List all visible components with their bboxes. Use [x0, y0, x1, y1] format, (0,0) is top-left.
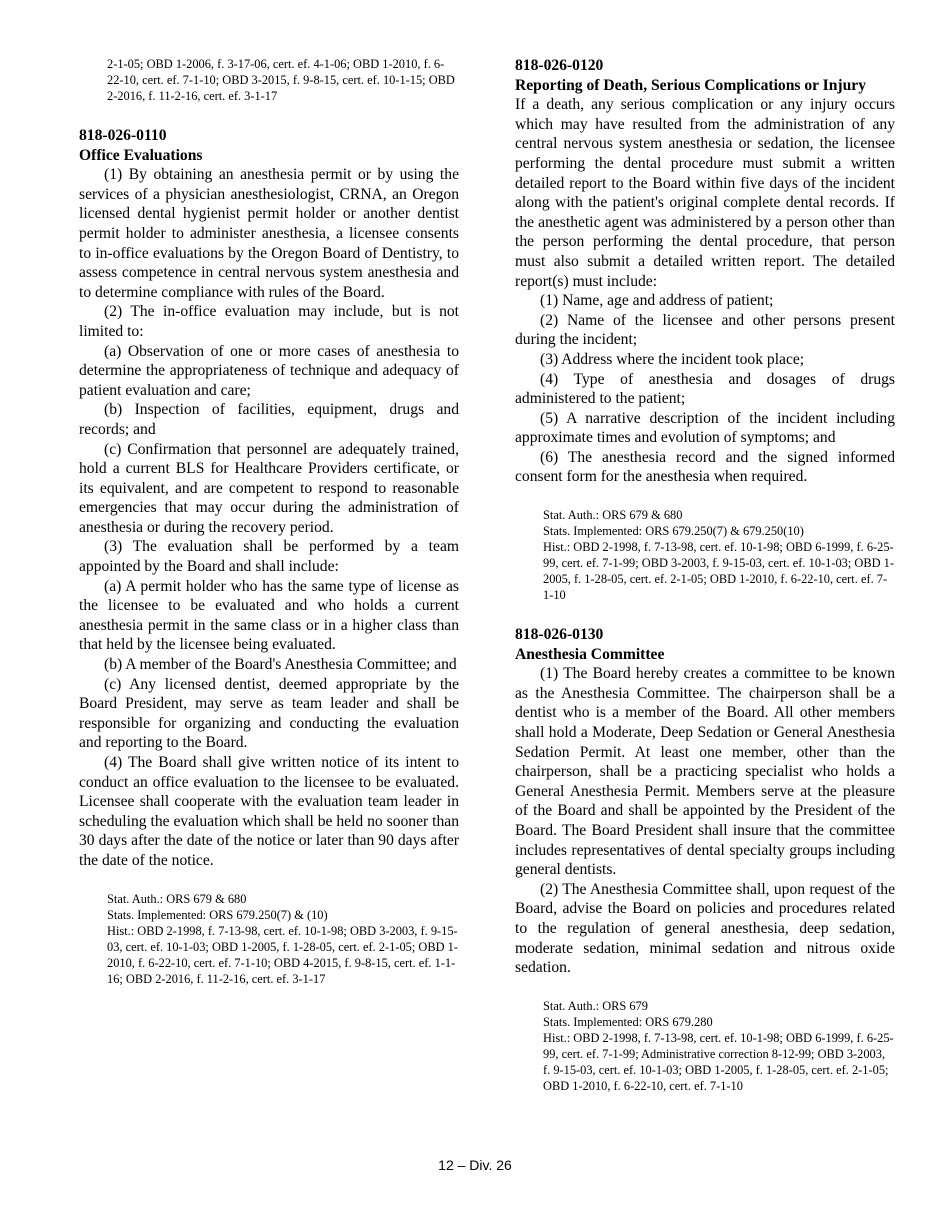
- history-note: Hist.: OBD 2-1998, f. 7-13-98, cert. ef. 10-1-98; OBD 6-1999, f. 6-25-99, cert. ef. 7-1-99; Administrative correction 8-12-99; OBD 3-2003, f. 9-15-03, cert. ef. 10-1-03; OBD 1-2005, f. 1-28-05, cert. ef. 2-1-05; OBD 1-2010, f. 6-22-10, cert. ef. 7-1-10: [543, 1030, 894, 1093]
- rule-section-0130: [515, 625, 895, 1094]
- rule-title: Anesthesia Committee: [515, 645, 665, 663]
- rule-paragraph: (3) The evaluation shall be performed by a team appointed by the Board and shall include:: [79, 538, 459, 576]
- stat-auth: Stat. Auth.: ORS 679 & 680: [543, 508, 683, 523]
- history-note: Hist.: OBD 2-1998, f. 7-13-98, cert. ef. 10-1-98; OBD 6-1999, f. 6-25-99, cert. ef. 7-1-99; OBD 3-2003, f. 9-15-03, cert. ef. 10-1-03; OBD 1-2005, f. 1-28-05, cert. ef. 2-1-05; OBD 1-2010, f. 6-22-10, cert. ef. 7-1-10: [543, 540, 894, 603]
- left-column: [79, 56, 459, 987]
- rule-section-0120: [515, 56, 895, 603]
- rule-intro: If a death, any serious complication or any injury occurs which may have resulted from the administration of any central nervous system anesthesia or sedation, the licensee performing the dental procedure must submit a written detailed report to the Board within five days of the incident along with the patient's original complete dental records. If the anesthetic agent was administered by a person other than the person performing the dental procedure, that person must also submit a detailed written report. The detailed report(s) must include:: [515, 96, 895, 290]
- rule-paragraph: (2) The Anesthesia Committee shall, upon request of the Board, advise the Board on policies and procedures related to the regulation of general anesthesia, deep sedation, moderate sedation, minimal sedation and nitrous oxide sedation.: [515, 880, 895, 977]
- rule-paragraph: (a) Observation of one or more cases of anesthesia to determine the appropriateness of technique and adequacy of patient evaluation and care;: [79, 342, 459, 399]
- rule-paragraph: (c) Any licensed dentist, deemed appropriate by the Board President, may serve as team leader and shall be responsible for organizing and conducting the evaluation and reporting to the Board.: [79, 675, 459, 752]
- carryover-history: [107, 56, 459, 104]
- rule-paragraph: (4) The Board shall give written notice of its intent to conduct an office evaluation to the licensee to be evaluated. Licensee shall cooperate with the evaluation team leader in scheduling the evaluation which shall be held no sooner than 30 days after the date of the notice or later than 90 days after the date of the notice.: [79, 754, 459, 869]
- rule-paragraph: (1) The Board hereby creates a committee to be known as the Anesthesia Committee. The chairperson shall be a dentist who is a member of the Board. All other members shall hold a Moderate, Deep Sedation or General Anesthesia Sedation Permit. At least one member, other than the chairperson, shall be a practicing specialist who holds a General Anesthesia Permit. Members serve at the pleasure of the Board and shall be appointed by the President of the Board. The Board President shall insure that the committee includes representatives of dental specialty groups including general dentists.: [515, 665, 895, 879]
- rule-paragraph: (4) Type of anesthesia and dosages of drugs administered to the patient;: [515, 370, 895, 408]
- statutory-notes: [107, 891, 459, 987]
- rule-paragraph: (1) Name, age and address of patient;: [540, 292, 774, 310]
- rule-number: 818-026-0120: [515, 57, 604, 74]
- stat-auth: Stat. Auth.: ORS 679: [543, 998, 648, 1013]
- statutory-notes: [543, 998, 895, 1094]
- rule-paragraph: (b) Inspection of facilities, equipment, drugs and records; and: [79, 401, 459, 438]
- stats-implemented: Stats. Implemented: ORS 679.280: [543, 1014, 713, 1029]
- rule-title: Reporting of Death, Serious Complications or Injury: [515, 76, 867, 94]
- rule-paragraph: (b) A member of the Board's Anesthesia Committee; and: [104, 656, 457, 674]
- rule-paragraph: (3) Address where the incident took place;: [540, 350, 805, 368]
- stat-auth: Stat. Auth.: ORS 679 & 680: [107, 891, 247, 906]
- rule-paragraph: (c) Confirmation that personnel are adequately trained, hold a current BLS for Healthcare Providers certificate, or its equivalent, and are competent to respond to reasonable emergencies that may occur during the administration of anesthesia or during the recovery period.: [79, 440, 459, 536]
- rule-paragraph: (2) Name of the licensee and other persons present during the incident;: [515, 311, 895, 349]
- rule-paragraph: (6) The anesthesia record and the signed informed consent form for the anesthesia when required.: [515, 448, 895, 486]
- rule-paragraph: (2) The in-office evaluation may include, but is not limited to:: [79, 303, 459, 340]
- right-column: [515, 56, 895, 1094]
- page-footer: 12 – Div. 26: [438, 1157, 512, 1173]
- rule-title: Office Evaluations: [79, 146, 203, 164]
- stats-implemented: Stats. Implemented: ORS 679.250(7) & (10): [107, 907, 328, 922]
- rule-section-0110: [79, 126, 459, 987]
- rule-number: 818-026-0130: [515, 626, 604, 644]
- history-note: Hist.: OBD 2-1998, f. 7-13-98, cert. ef. 10-1-98; OBD 3-2003, f. 9-15-03, cert. ef. 10-1-03; OBD 1-2005, f. 1-28-05, cert. ef. 2-1-05; OBD 1-2010, f. 6-22-10, cert. ef. 7-1-10; OBD 4-2015, f. 9-8-15, cert. ef. 1-1-16; OBD 2-2016, f. 11-2-16, cert. ef. 3-1-17: [107, 923, 458, 986]
- rule-paragraph: (5) A narrative description of the incident including approximate times and evolution of symptoms; and: [515, 409, 895, 447]
- rule-paragraph: (a) A permit holder who has the same type of license as the licensee to be evaluated and who holds a current anesthesia permit in the same class or in a higher class than that held by the licensee being evaluated.: [79, 577, 459, 654]
- rule-paragraph: (1) By obtaining an anesthesia permit or by using the services of a physician anesthesiologist, CRNA, an Oregon licensed dental hygienist permit holder or another dentist permit holder to administer anesthesia, a licensee consents to in-office evaluations by the Oregon Board of Dentistry, to assess competence in central nervous system anesthesia and to determine compliance with rules of the Board.: [79, 166, 459, 301]
- statutory-notes: [543, 507, 895, 603]
- history-note: 2-1-05; OBD 1-2006, f. 3-17-06, cert. ef. 4-1-06; OBD 1-2010, f. 6-22-10, cert. ef. 7-1-10; OBD 3-2015, f. 9-8-15, cert. ef. 10-1-15; OBD 2-2016, f. 11-2-16, cert. ef. 3-1-17: [107, 57, 455, 103]
- rule-number: 818-026-0110: [79, 127, 167, 144]
- stats-implemented: Stats. Implemented: ORS 679.250(7) & 679.250(10): [543, 524, 804, 539]
